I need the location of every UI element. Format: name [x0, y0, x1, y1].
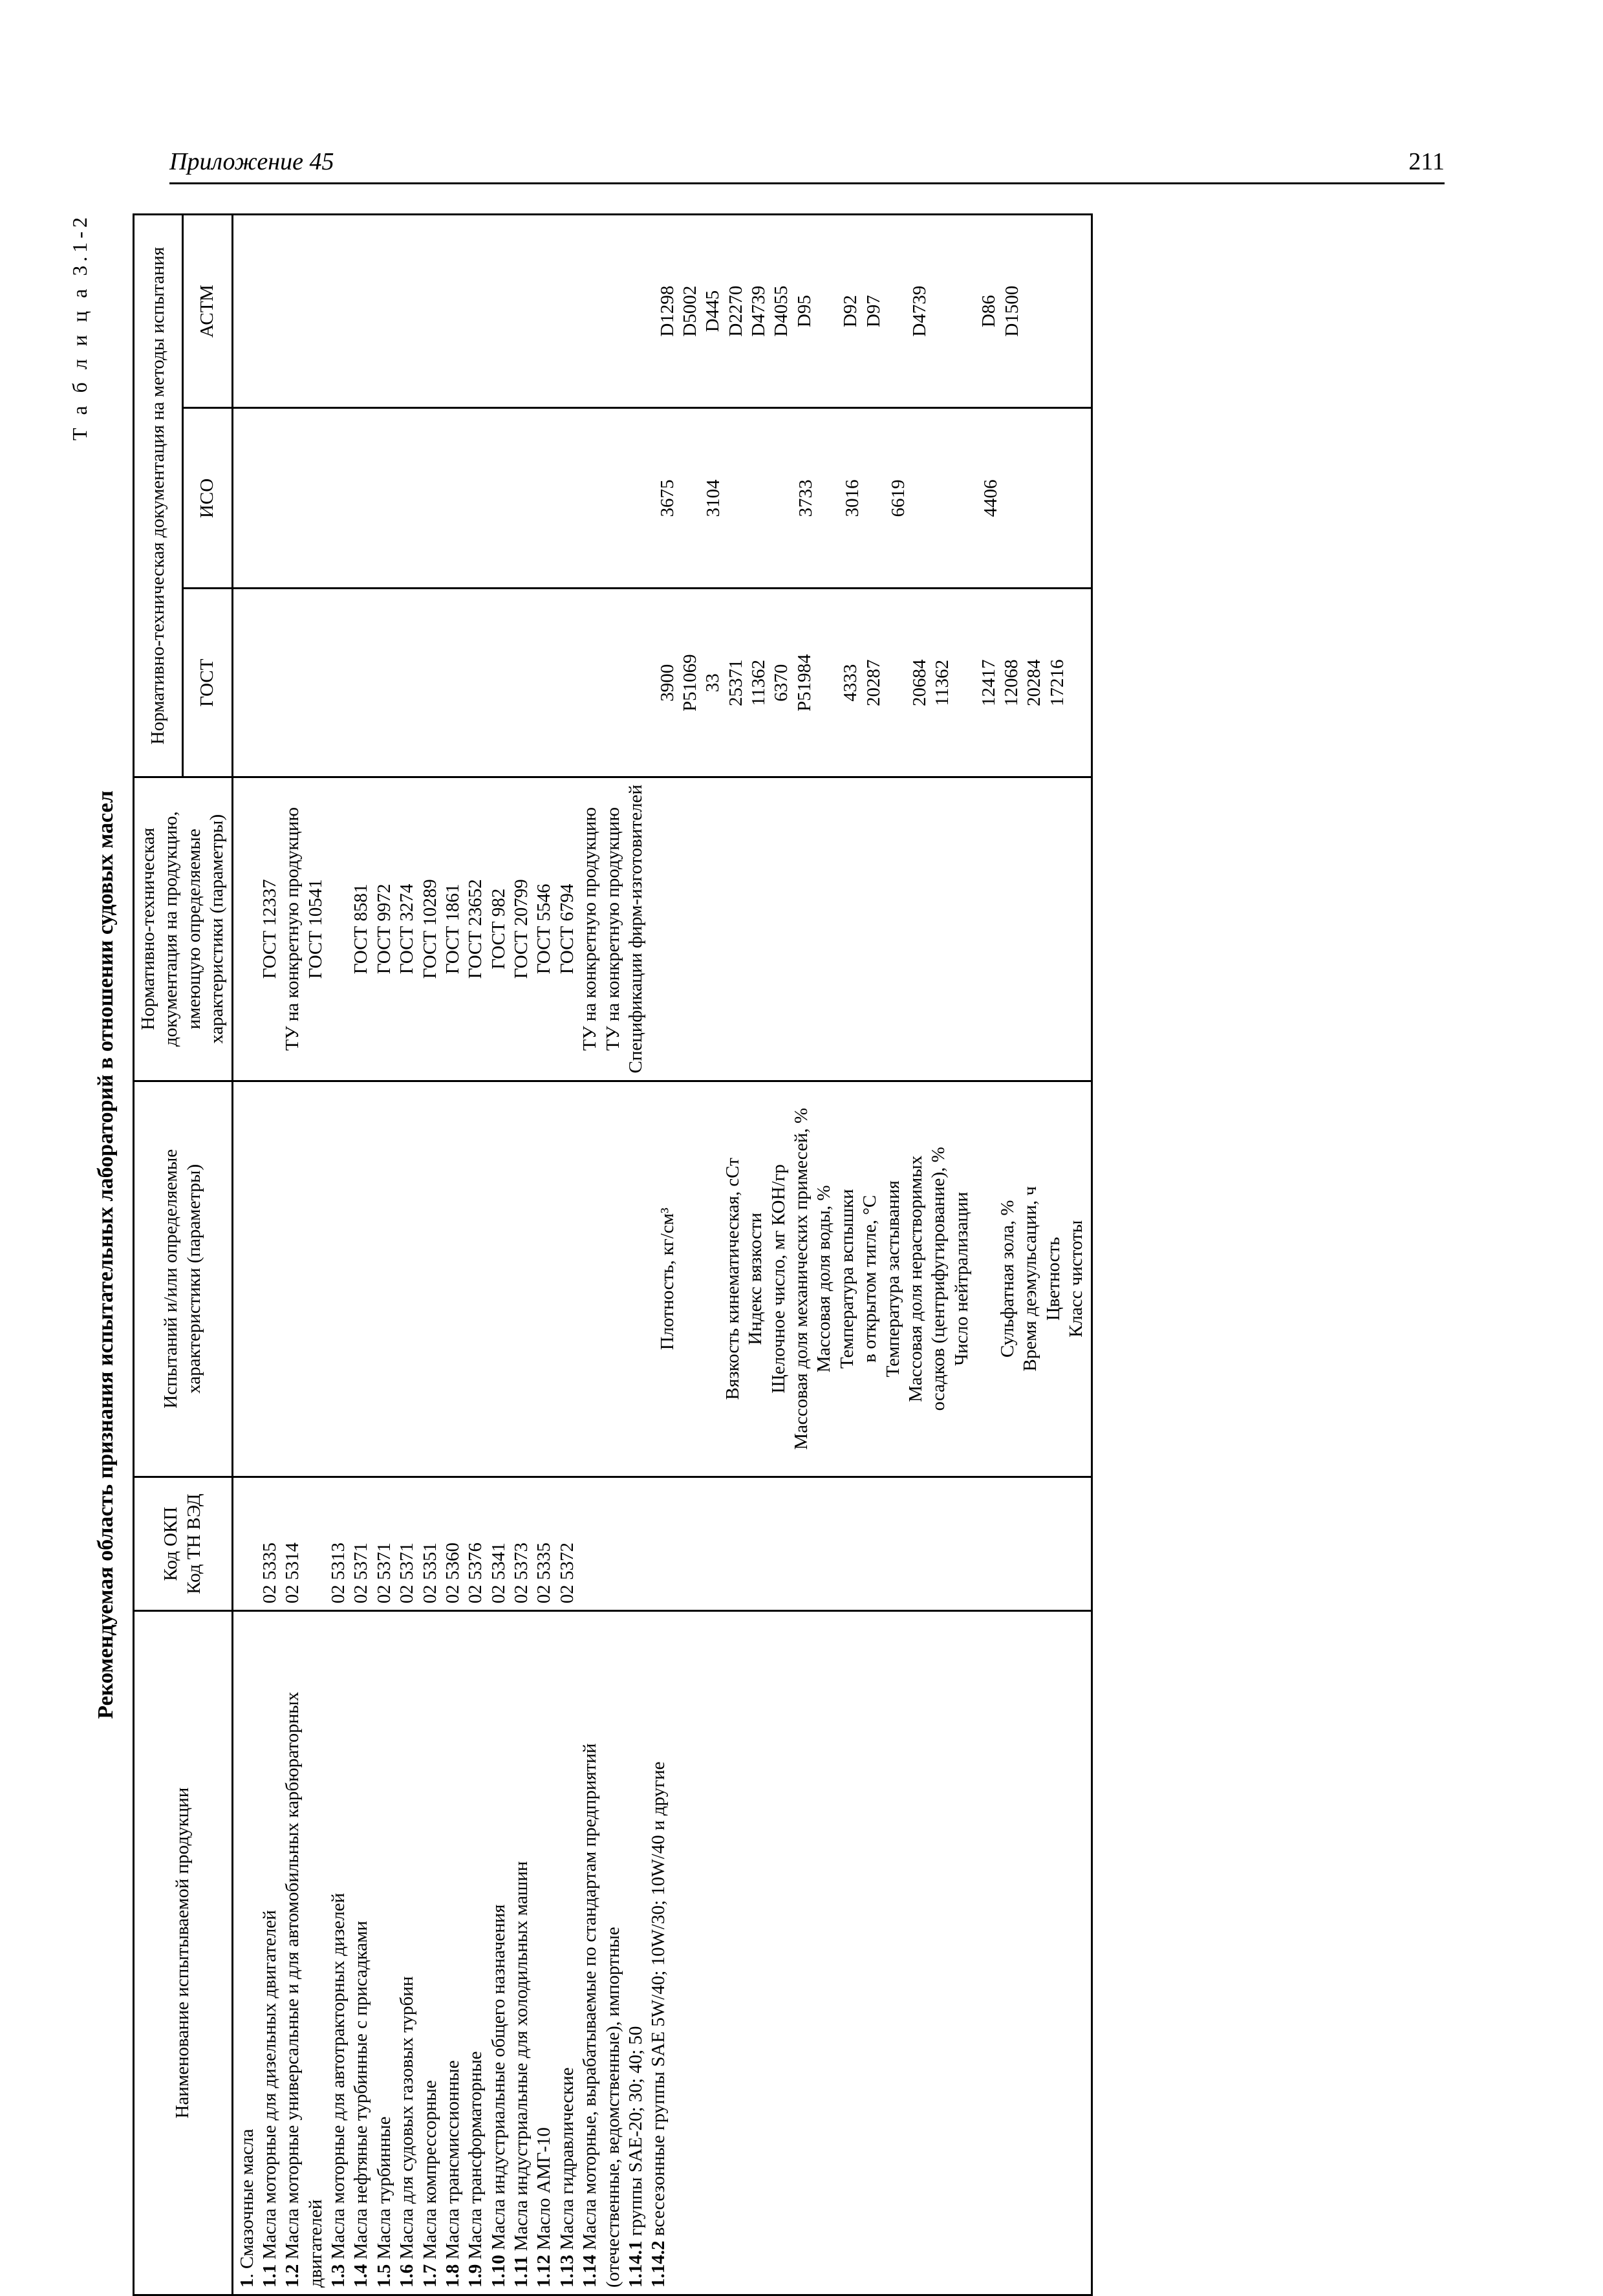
- table-header-row: [134, 215, 183, 2295]
- test-item: Массовая доля нерастворимых: [905, 1155, 926, 1402]
- page-number: 211: [1408, 148, 1445, 175]
- ntd-item: ГОСТ 23652: [465, 879, 486, 979]
- test-item: Вязкость кинематическая, сСт: [722, 1158, 743, 1400]
- iso-item: 3733: [795, 479, 817, 517]
- gost-item: 11362: [748, 660, 769, 706]
- ntd-item: ГОСТ 10541: [305, 879, 326, 979]
- gost-item: 20284: [1024, 659, 1045, 706]
- test-item: осадков (центрифугирование), %: [928, 1147, 949, 1411]
- gost-item: 12068: [1001, 659, 1022, 706]
- astm-item: D4739: [748, 285, 769, 337]
- gost-item: 17216: [1046, 659, 1068, 706]
- code-value: 02 5351: [419, 1543, 440, 1604]
- code-value: 02 5335: [533, 1543, 555, 1604]
- oil-labs-table: [133, 213, 1093, 2296]
- list-item: 1.9 Масла трансформаторные: [465, 2051, 486, 2288]
- codes-cell: [232, 1477, 1092, 1610]
- list-item: 1.7 Масла компрессорные: [419, 2080, 440, 2288]
- table-number: Т а б л и ц а 3.1-2: [68, 213, 91, 441]
- list-item: 1.4 Масла нефтяные турбинные с присадками: [350, 1920, 372, 2288]
- gost-item: Р51984: [793, 654, 815, 712]
- iso-item: 4406: [980, 479, 1002, 517]
- astm-item: D92: [840, 295, 861, 328]
- list-item: 1.14.1 группы SAE-20; 30; 40; 50: [625, 2026, 646, 2288]
- code-value: 02 5341: [488, 1543, 509, 1604]
- ntd-item: ТУ на конкретную продукцию: [282, 807, 303, 1051]
- table-caption: Рекомендуемая область признания испытательных лабораторий в отношении судовых масел: [94, 790, 118, 1719]
- ntd-item: ГОСТ 3274: [396, 883, 418, 975]
- astm-item: D2270: [725, 285, 746, 337]
- gost-item: 20684: [909, 659, 930, 706]
- ntd-item: ГОСТ 9972: [373, 883, 394, 975]
- list-item: 1.14.2 всесезонные группы SAE 5W/40; 10W/30; 10W/40 и другие: [648, 1761, 669, 2288]
- gost-item: 12417: [978, 659, 999, 706]
- col-gost: ГОСТ: [183, 589, 232, 777]
- list-item: 1.8 Масла трансмиссионные: [442, 2060, 463, 2288]
- iso-item: 6619: [888, 479, 909, 517]
- col-methods: Нормативно-техническая документация на методы испытания: [134, 215, 183, 777]
- test-item: Массовая доля воды, %: [813, 1185, 835, 1373]
- ntd-item: ГОСТ 5546: [533, 883, 555, 975]
- col-ntd: Нормативно-техническая документация на продукцию, имеющую определяемые характеристики (параметры): [134, 777, 233, 1081]
- iso-cell: [232, 408, 1092, 589]
- astm-item: D5002: [679, 285, 700, 337]
- code-value: 02 5335: [259, 1543, 280, 1604]
- table-row: [232, 215, 1092, 2295]
- list-item: 1.5 Масла турбинные: [373, 2116, 394, 2288]
- col-iso: ИСО: [183, 408, 232, 589]
- list-item: 1.2 Масла моторные универсальные и для автомобильных карбюраторных двигателей: [282, 1691, 326, 2288]
- code-value: 02 5360: [442, 1543, 463, 1604]
- running-header-title: Приложение 45: [169, 148, 334, 175]
- col-code1: Код ОКП: [160, 1506, 182, 1581]
- header-rule: [169, 182, 1445, 184]
- code-value: 02 5313: [328, 1543, 349, 1604]
- ntd-item: ТУ на конкретную продукцию: [602, 807, 623, 1051]
- test-item: Температура вспышки: [836, 1189, 857, 1369]
- gost-item: 20287: [863, 659, 884, 706]
- gost-item: 6370: [771, 664, 792, 702]
- ntd-item: ГОСТ 12337: [259, 879, 280, 979]
- code-value: 02 5376: [465, 1543, 486, 1604]
- test-item: Щелочное число, мг КОН/гр: [768, 1164, 789, 1394]
- astm-item: D97: [863, 295, 884, 328]
- ntd-item: ГОСТ 10289: [419, 879, 440, 979]
- code-value: 02 5314: [282, 1543, 303, 1604]
- col-tests: Испытаний и/или определяемые характеристики (параметры): [134, 1081, 233, 1477]
- ntd-cell: [232, 777, 1092, 1081]
- col-astm: АСТМ: [183, 215, 232, 408]
- ntd-item: ГОСТ 20799: [511, 879, 532, 979]
- test-item: Цветность: [1042, 1237, 1064, 1321]
- list-item: 1. Смазочные масла: [236, 2128, 257, 2288]
- test-item: в открытом тигле, °С: [859, 1195, 881, 1363]
- astm-item: D445: [702, 290, 724, 332]
- ntd-item: ГОСТ 982: [488, 888, 509, 969]
- list-item: 1.1 Масла моторные для дизельных двигателей: [259, 1910, 280, 2288]
- col-code2: Код ТН ВЭД: [183, 1493, 204, 1594]
- test-item: Индекс вязкости: [745, 1212, 766, 1345]
- astm-item: D1298: [656, 285, 678, 337]
- code-value: 02 5371: [350, 1543, 372, 1604]
- gost-item: 33: [702, 673, 724, 693]
- gost-item: 4333: [840, 664, 861, 702]
- ntd-item: ГОСТ 6794: [556, 883, 577, 975]
- test-item: Число нейтрализации: [951, 1191, 972, 1366]
- astm-item: D4739: [909, 285, 930, 337]
- list-item: 1.14 Масла моторные, вырабатываемые по стандартам предприятий (отечественные, ведомственные), импортные: [579, 1743, 623, 2288]
- gost-cell: [232, 589, 1092, 777]
- test-item: Сульфатная зола, %: [997, 1200, 1018, 1358]
- list-item: 1.3 Масла моторные для автотракторных дизелей: [328, 1892, 349, 2288]
- astm-item: D95: [793, 295, 815, 328]
- iso-item: 3016: [841, 479, 863, 517]
- col-codes: [134, 1477, 233, 1610]
- gost-item: 11362: [932, 660, 953, 706]
- test-item: Температура застывания: [882, 1180, 903, 1378]
- tests-cell: [232, 1081, 1092, 1477]
- test-item: Класс чистоты: [1066, 1220, 1087, 1338]
- list-item: 1.10 Масла индустриальные общего назначения: [488, 1904, 509, 2288]
- iso-item: 3675: [656, 479, 678, 517]
- test-item: Массовая доля механических примесей, %: [791, 1107, 812, 1450]
- test-item: Плотность, кг/см³: [656, 1208, 678, 1350]
- gost-item: 25371: [725, 659, 746, 706]
- test-item: Время деэмульсации, ч: [1020, 1186, 1041, 1372]
- astm-item: D1500: [1001, 285, 1022, 337]
- gost-item: Р51069: [679, 654, 700, 712]
- code-value: 02 5371: [396, 1543, 418, 1604]
- rotated-table-sheet: [68, 213, 1303, 2296]
- ntd-item: ТУ на конкретную продукцию: [579, 807, 601, 1051]
- ntd-item: ГОСТ 1861: [442, 883, 463, 975]
- astm-item: D4055: [771, 285, 792, 337]
- ntd-item: Спецификации фирм-изготовителей: [625, 785, 646, 1074]
- astm-cell: [232, 215, 1092, 408]
- list-item: 1.11 Масла индустриальные для холодильных машин: [511, 1861, 532, 2288]
- col-product: Наименование испытываемой продукции: [134, 1611, 233, 2295]
- code-value: 02 5371: [373, 1543, 394, 1604]
- ntd-item: ГОСТ 8581: [350, 883, 372, 975]
- list-item: 1.13 Масла гидравлические: [556, 2067, 577, 2288]
- astm-item: D86: [978, 295, 1000, 328]
- product-cell: [232, 1611, 1092, 2295]
- list-item: 1.12 Масло АМГ-10: [533, 2127, 555, 2288]
- code-value: 02 5373: [511, 1543, 532, 1604]
- list-item: 1.6 Масла для судовых газовых турбин: [396, 1976, 418, 2288]
- code-value: 02 5372: [556, 1543, 577, 1604]
- gost-item: 3900: [656, 664, 678, 702]
- iso-item: 3104: [702, 479, 724, 517]
